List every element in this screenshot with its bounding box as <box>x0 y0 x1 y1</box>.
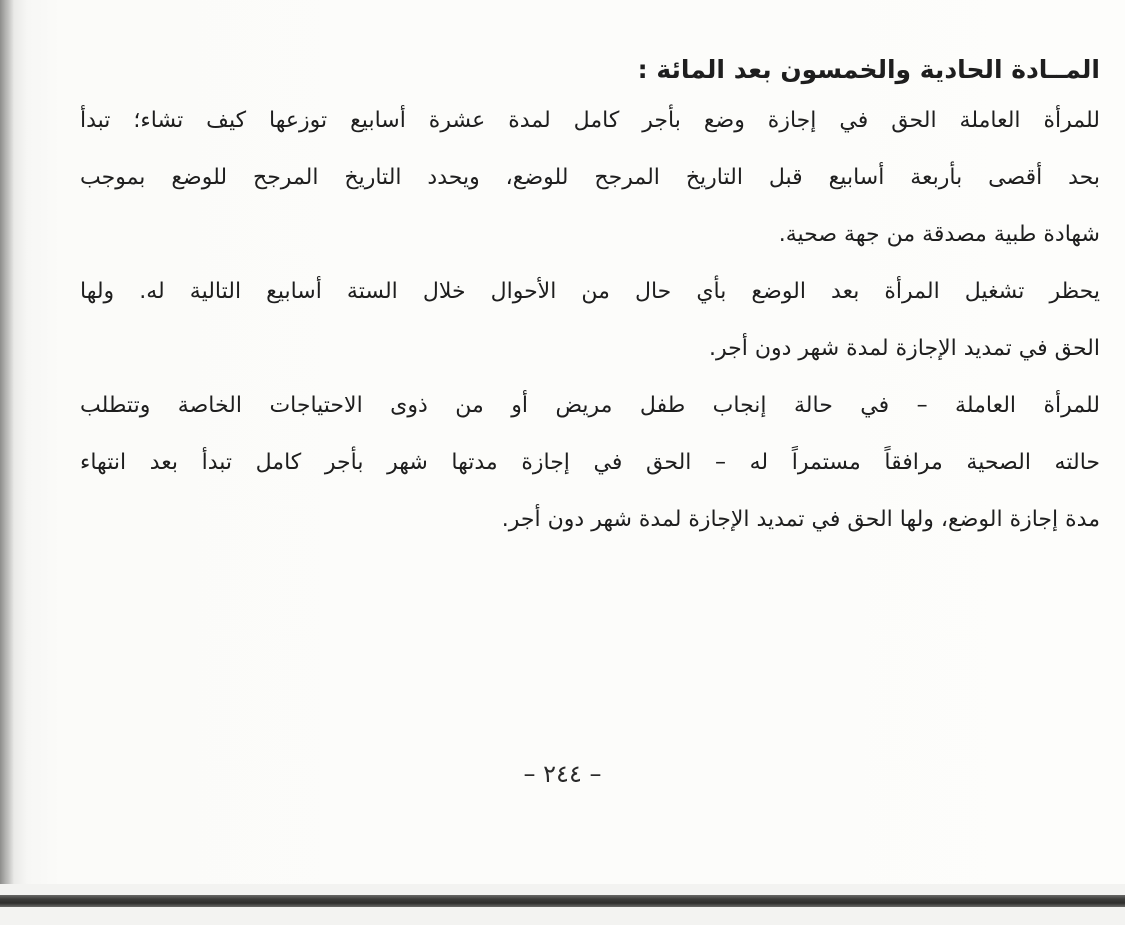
paragraph-2 <box>80 263 1100 377</box>
page-number: – ٢٤٤ – <box>523 760 602 788</box>
article-heading: المــادة الحادية والخمسون بعد المائة : <box>637 55 1100 84</box>
paragraph-line: الحق في تمديد الإجازة لمدة شهر دون أجر. <box>709 336 1100 361</box>
paragraph-line: بحد أقصى بأربعة أسابيع قبل التاريخ المرجح للوضع، ويحدد التاريخ المرجح للوضع بموجب <box>80 165 1100 190</box>
page-edge-shadow <box>0 895 1125 907</box>
paragraph-line: مدة إجازة الوضع، ولها الحق في تمديد الإجازة لمدة شهر دون أجر. <box>501 507 1100 532</box>
article-body <box>80 48 1100 548</box>
paragraph-3 <box>80 377 1100 548</box>
paragraph-line: حالته الصحية مرافقاً مستمراً له – الحق في إجازة مدتها شهر بأجر كامل تبدأ بعد انتهاء <box>80 450 1100 475</box>
paragraph-1 <box>80 92 1100 263</box>
paragraph-line: للمرأة العاملة – في حالة إنجاب طفل مريض أو من ذوى الاحتياجات الخاصة وتتطلب <box>80 393 1100 418</box>
paragraph-line: يحظر تشغيل المرأة بعد الوضع بأي حال من الأحوال خلال الستة أسابيع التالية له. ولها <box>80 279 1100 304</box>
paragraph-line: شهادة طبية مصدقة من جهة صحية. <box>778 222 1100 247</box>
paragraph-line: للمرأة العاملة الحق في إجازة وضع بأجر كامل لمدة عشرة أسابيع توزعها كيف تشاء؛ تبدأ <box>80 108 1100 133</box>
